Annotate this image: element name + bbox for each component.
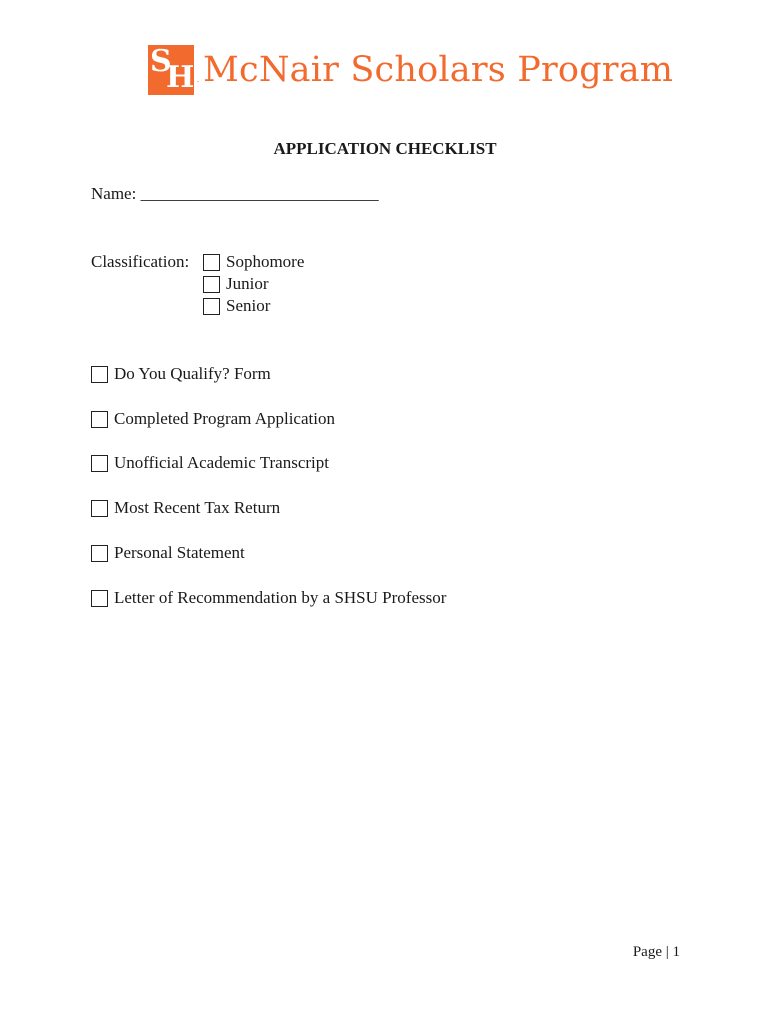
logo-mark: .	[197, 75, 199, 84]
classification-option-senior[interactable]	[203, 296, 270, 316]
option-label: Sophomore	[226, 252, 305, 271]
checklist-item-label: Most Recent Tax Return	[114, 498, 281, 517]
checklist-item-recommendation-letter[interactable]	[91, 588, 446, 608]
checklist-item-qualify-form[interactable]	[91, 364, 271, 384]
checkbox[interactable]	[91, 590, 108, 607]
header-logo	[148, 42, 673, 98]
checklist-item-tax-return[interactable]	[91, 498, 280, 518]
name-field: Name: ____________________________	[91, 184, 379, 203]
checkbox[interactable]	[203, 276, 220, 293]
checklist-item-label: Unofficial Academic Transcript	[114, 453, 329, 472]
logo-letter-s: S	[150, 45, 172, 79]
shsu-logo-icon	[148, 45, 194, 95]
checkbox[interactable]	[91, 545, 108, 562]
checkbox[interactable]	[91, 366, 108, 383]
program-title: McNair Scholars Program	[203, 50, 674, 90]
page-title: APPLICATION CHECKLIST	[273, 139, 497, 158]
checklist-item-transcript[interactable]	[91, 453, 329, 473]
classification-label: Classification:	[91, 252, 190, 271]
checkbox[interactable]	[203, 298, 220, 315]
checklist-item-program-application[interactable]	[91, 409, 335, 429]
classification-option-sophomore[interactable]	[203, 252, 304, 272]
checklist-item-label: Personal Statement	[114, 543, 245, 562]
checklist-item-label: Letter of Recommendation by a SHSU Professor	[114, 588, 447, 607]
classification-option-junior[interactable]	[203, 274, 269, 294]
checklist-item-label: Do You Qualify? Form	[114, 364, 271, 383]
checkbox[interactable]	[91, 411, 108, 428]
checklist-item-label: Completed Program Application	[114, 409, 335, 428]
checkbox[interactable]	[91, 455, 108, 472]
checklist-item-personal-statement[interactable]	[91, 543, 245, 563]
page-number: Page | 1	[632, 944, 680, 960]
checkbox[interactable]	[91, 500, 108, 517]
checkbox[interactable]	[203, 254, 220, 271]
logo-letter-h: H	[166, 60, 194, 95]
option-label: Junior	[226, 274, 269, 293]
option-label: Senior	[226, 296, 271, 315]
